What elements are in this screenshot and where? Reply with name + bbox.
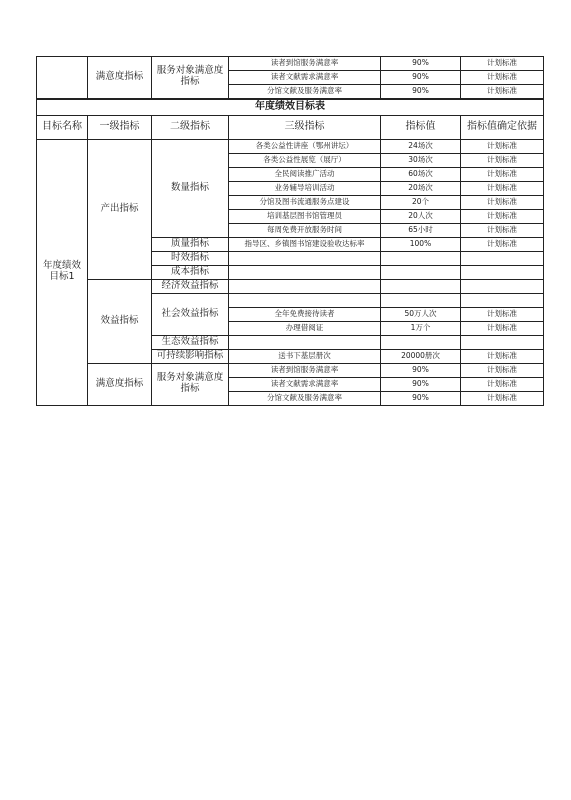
basis-cell xyxy=(461,251,544,265)
basis-cell: 计划标准 xyxy=(461,377,544,391)
level3-cell: 读者到馆服务满意率 xyxy=(229,57,381,71)
level3-cell: 送书下基层册次 xyxy=(229,349,381,363)
performance-table xyxy=(36,56,544,406)
basis-cell: 计划标准 xyxy=(461,307,544,321)
basis-cell: 计划标准 xyxy=(461,139,544,153)
basis-cell: 计划标准 xyxy=(461,237,544,251)
basis-cell: 计划标准 xyxy=(461,391,544,405)
target-name-cell-prev xyxy=(37,57,88,99)
header-value: 指标值 xyxy=(381,115,461,139)
level3-cell: 业务辅导培训活动 xyxy=(229,181,381,195)
sustainable-label: 可持续影响指标 xyxy=(152,349,229,363)
value-cell: 90% xyxy=(381,363,461,377)
basis-cell: 计划标准 xyxy=(461,321,544,335)
value-cell: 65小时 xyxy=(381,223,461,237)
satisfaction-level2: 服务对象满意度指标 xyxy=(152,363,229,405)
value-cell: 50万人次 xyxy=(381,307,461,321)
level3-cell: 读者文献需求满意率 xyxy=(229,377,381,391)
level3-cell: 每周免费开放服务时间 xyxy=(229,223,381,237)
header-target-name: 目标名称 xyxy=(37,115,88,139)
target-name-cell: 年度绩效目标1 xyxy=(37,139,88,405)
value-cell: 30场次 xyxy=(381,153,461,167)
level3-cell: 全民阅读推广活动 xyxy=(229,167,381,181)
quantity-label: 数量指标 xyxy=(152,139,229,237)
satisfaction-label: 满意度指标 xyxy=(88,363,152,405)
value-cell: 20个 xyxy=(381,195,461,209)
quality-label: 质量指标 xyxy=(152,237,229,251)
header-level1: 一级指标 xyxy=(88,115,152,139)
value-cell: 20人次 xyxy=(381,209,461,223)
value-cell: 90% xyxy=(381,57,461,71)
value-cell xyxy=(381,251,461,265)
basis-cell: 计划标准 xyxy=(461,349,544,363)
level3-cell xyxy=(229,293,381,307)
level1-cell: 满意度指标 xyxy=(88,57,152,99)
cost-label: 成本指标 xyxy=(152,265,229,279)
basis-cell: 计划标准 xyxy=(461,71,544,85)
value-cell: 90% xyxy=(381,377,461,391)
level3-cell: 指导区、乡镇图书馆建设验收达标率 xyxy=(229,237,381,251)
level3-cell: 各类公益性讲座（鄂州讲坛） xyxy=(229,139,381,153)
value-cell xyxy=(381,279,461,293)
economic-label: 经济效益指标 xyxy=(152,279,229,293)
level3-cell xyxy=(229,265,381,279)
header-level2: 二级指标 xyxy=(152,115,229,139)
basis-cell: 计划标准 xyxy=(461,57,544,71)
value-cell xyxy=(381,265,461,279)
ecological-label: 生态效益指标 xyxy=(152,335,229,349)
value-cell: 24场次 xyxy=(381,139,461,153)
social-label: 社会效益指标 xyxy=(152,293,229,335)
value-cell xyxy=(381,335,461,349)
level3-cell: 各类公益性展览（展厅） xyxy=(229,153,381,167)
value-cell: 20000册次 xyxy=(381,349,461,363)
basis-cell: 计划标准 xyxy=(461,363,544,377)
level3-cell: 办理借阅证 xyxy=(229,321,381,335)
performance-sheet xyxy=(36,56,543,406)
basis-cell: 计划标准 xyxy=(461,181,544,195)
value-cell: 60场次 xyxy=(381,167,461,181)
basis-cell: 计划标准 xyxy=(461,209,544,223)
basis-cell: 计划标准 xyxy=(461,85,544,99)
level2-cell: 服务对象满意度指标 xyxy=(152,57,229,99)
benefit-label: 效益指标 xyxy=(88,279,152,363)
value-cell xyxy=(381,293,461,307)
basis-cell xyxy=(461,265,544,279)
output-label: 产出指标 xyxy=(88,139,152,279)
level3-cell: 培训基层图书馆管理员 xyxy=(229,209,381,223)
value-cell: 90% xyxy=(381,85,461,99)
level3-cell xyxy=(229,279,381,293)
level3-cell: 分馆文献及服务满意率 xyxy=(229,391,381,405)
level3-cell: 分馆文献及服务满意率 xyxy=(229,85,381,99)
level3-cell: 全年免费接待读者 xyxy=(229,307,381,321)
header-level3: 三级指标 xyxy=(229,115,381,139)
value-cell: 90% xyxy=(381,71,461,85)
table-title: 年度绩效目标表 xyxy=(37,99,544,116)
basis-cell: 计划标准 xyxy=(461,167,544,181)
basis-cell xyxy=(461,279,544,293)
timeliness-label: 时效指标 xyxy=(152,251,229,265)
value-cell: 100% xyxy=(381,237,461,251)
value-cell: 1万个 xyxy=(381,321,461,335)
value-cell: 20场次 xyxy=(381,181,461,195)
basis-cell: 计划标准 xyxy=(461,153,544,167)
level3-cell xyxy=(229,335,381,349)
basis-cell xyxy=(461,293,544,307)
basis-cell: 计划标准 xyxy=(461,223,544,237)
value-cell: 90% xyxy=(381,391,461,405)
basis-cell: 计划标准 xyxy=(461,195,544,209)
level3-cell: 读者文献需求满意率 xyxy=(229,71,381,85)
header-basis: 指标值确定依据 xyxy=(461,115,544,139)
level3-cell: 读者到馆服务满意率 xyxy=(229,363,381,377)
basis-cell xyxy=(461,335,544,349)
level3-cell: 分馆及图书流通服务点建设 xyxy=(229,195,381,209)
level3-cell xyxy=(229,251,381,265)
